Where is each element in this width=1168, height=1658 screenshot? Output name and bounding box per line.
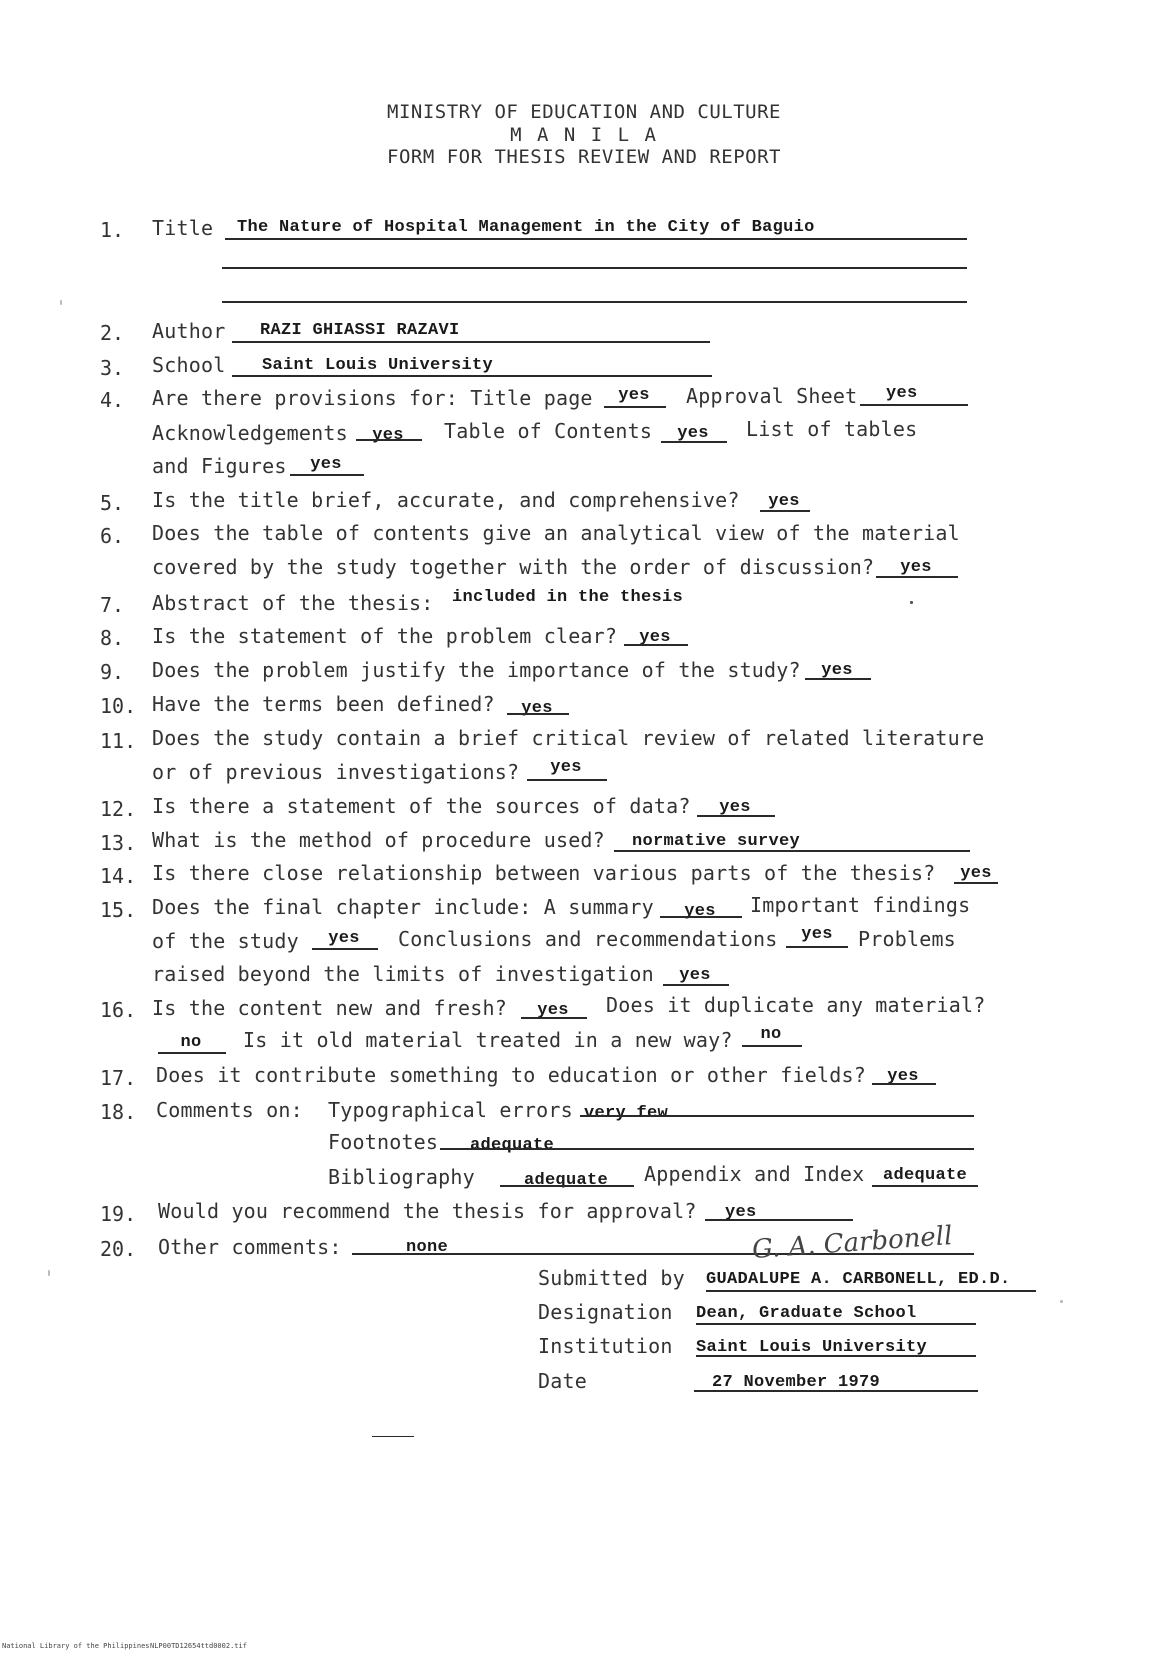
submitted-by-label: Submitted by bbox=[538, 1266, 685, 1290]
answer-line bbox=[624, 644, 688, 646]
author-label: Author bbox=[152, 319, 226, 343]
answer-10: yes bbox=[521, 699, 553, 718]
question-12: Is there a statement of the sources of data? bbox=[152, 794, 691, 818]
answer-15-problems: yes bbox=[679, 966, 711, 985]
answer-19: yes bbox=[725, 1203, 757, 1222]
item-number: 6. bbox=[100, 524, 125, 548]
question-9: Does the problem justify the importance of the study? bbox=[152, 658, 801, 682]
answer-16-duplicate: no bbox=[180, 1033, 202, 1052]
answer-11: yes bbox=[550, 758, 582, 777]
form-title: FORM FOR THESIS REVIEW AND REPORT bbox=[387, 146, 781, 168]
answer-line bbox=[694, 1390, 978, 1392]
answer-line bbox=[660, 916, 742, 918]
answer-6: yes bbox=[900, 558, 932, 577]
answer-line bbox=[876, 576, 958, 578]
answer-line bbox=[521, 1017, 587, 1019]
answer-14: yes bbox=[960, 864, 992, 883]
question-15-raised: raised beyond the limits of investigation bbox=[152, 962, 654, 986]
question-13: What is the method of procedure used? bbox=[152, 828, 605, 852]
answer-line bbox=[290, 474, 364, 476]
question-19: Would you recommend the thesis for approval? bbox=[158, 1199, 697, 1223]
item-number: 19. bbox=[100, 1202, 137, 1226]
item-number: 10. bbox=[100, 694, 137, 718]
conclusions-label: Conclusions and recommendations bbox=[398, 927, 778, 951]
question-11-cont: or of previous investigations? bbox=[152, 760, 520, 784]
answer-line bbox=[786, 946, 848, 948]
title-line bbox=[222, 267, 967, 269]
approval-sheet-label: Approval Sheet bbox=[686, 384, 858, 408]
provisions-label: Are there provisions for: Title page bbox=[152, 386, 593, 410]
designation-label: Designation bbox=[538, 1300, 673, 1324]
answer-line bbox=[706, 1290, 1036, 1292]
author-value: RAZI GHIASSI RAZAVI bbox=[260, 321, 460, 340]
item-number: 9. bbox=[100, 660, 125, 684]
question-8: Is the statement of the problem clear? bbox=[152, 624, 618, 648]
answer-line bbox=[663, 984, 729, 986]
item-number: 14. bbox=[100, 864, 137, 888]
bibliography-label: Bibliography bbox=[328, 1165, 475, 1189]
question-16: Is the content new and fresh? bbox=[152, 996, 507, 1020]
item-number: 1. bbox=[100, 218, 125, 242]
title-page-value: yes bbox=[618, 386, 650, 405]
answer-footnotes: adequate bbox=[470, 1136, 555, 1155]
answer-line bbox=[697, 815, 775, 817]
item-number: 20. bbox=[100, 1237, 137, 1261]
answer-line bbox=[705, 1219, 853, 1221]
author-line bbox=[232, 341, 710, 343]
footer-library: National Library of the Philippines bbox=[2, 1642, 150, 1650]
answer-15-conclusions: yes bbox=[801, 925, 833, 944]
item-number: 7. bbox=[100, 593, 125, 617]
answer-9: yes bbox=[821, 661, 853, 680]
old-material-label: Is it old material treated in a new way? bbox=[243, 1028, 733, 1052]
item-number: 11. bbox=[100, 729, 137, 753]
acknowledgements-value: yes bbox=[372, 426, 404, 445]
ministry-heading: MINISTRY OF EDUCATION AND CULTURE bbox=[387, 101, 781, 123]
answer-line bbox=[356, 439, 422, 441]
answer-15-summary: yes bbox=[684, 902, 716, 921]
answer-line bbox=[440, 1148, 974, 1150]
answer-16-old-material: no bbox=[760, 1025, 782, 1044]
question-17: Does it contribute something to education or other fields? bbox=[156, 1063, 866, 1087]
answer-line bbox=[872, 1185, 978, 1187]
answer-line bbox=[805, 678, 871, 680]
question-15-study: of the study bbox=[152, 929, 299, 953]
figures-label: and Figures bbox=[152, 454, 287, 478]
question-14: Is there close relationship between various parts of the thesis? bbox=[152, 861, 936, 885]
item-number: 16. bbox=[100, 998, 137, 1022]
title-label: Title bbox=[152, 216, 214, 240]
scan-speck bbox=[48, 1270, 50, 1276]
acknowledgements-label: Acknowledgements bbox=[152, 421, 348, 445]
answer-5: yes bbox=[768, 492, 800, 511]
item-number: 4. bbox=[100, 388, 125, 412]
submitted-by-value: GUADALUPE A. CARBONELL, ED.D. bbox=[706, 1270, 1011, 1289]
answer-15-findings: yes bbox=[328, 929, 360, 948]
item-number: 17. bbox=[100, 1066, 137, 1090]
answer-appendix-index: adequate bbox=[882, 1166, 967, 1185]
answer-line bbox=[500, 1185, 634, 1187]
institution-value: Saint Louis University bbox=[696, 1338, 928, 1357]
answer-bibliography: adequate bbox=[523, 1171, 608, 1190]
item-number: 13. bbox=[100, 831, 137, 855]
answer-line bbox=[604, 406, 666, 408]
duplicate-label: Does it duplicate any material? bbox=[606, 993, 986, 1017]
table-of-contents-value: yes bbox=[677, 424, 709, 443]
answer-line bbox=[760, 510, 810, 512]
important-findings-label: Important findings bbox=[750, 893, 971, 917]
school-line bbox=[232, 375, 712, 377]
question-6-cont: covered by the study together with the order of discussion? bbox=[152, 555, 875, 579]
answer-line bbox=[580, 1115, 974, 1117]
answer-line bbox=[527, 779, 607, 781]
answer-line bbox=[614, 850, 970, 852]
question-10: Have the terms been defined? bbox=[152, 692, 495, 716]
scan-speck bbox=[60, 300, 62, 305]
signature: G. A. Carbonell bbox=[751, 1221, 954, 1265]
answer-line bbox=[507, 713, 569, 715]
question-6: Does the table of contents give an analytical view of the material bbox=[152, 521, 960, 545]
title-line bbox=[222, 301, 967, 303]
school-value: Saint Louis University bbox=[262, 356, 494, 375]
question-5: Is the title brief, accurate, and comprehensive? bbox=[152, 488, 740, 512]
school-label: School bbox=[152, 353, 226, 377]
answer-20: none bbox=[406, 1238, 449, 1257]
item-number: 12. bbox=[100, 797, 137, 821]
table-of-contents-label: Table of Contents bbox=[444, 419, 653, 443]
appendix-index-label: Appendix and Index bbox=[644, 1162, 865, 1186]
divider bbox=[372, 1436, 414, 1437]
footer-file: NLP00TD12654ttd0002.tif bbox=[150, 1642, 247, 1650]
item-number: 5. bbox=[100, 491, 125, 515]
date-value: 27 November 1979 bbox=[712, 1373, 881, 1392]
title-value: The Nature of Hospital Management in the City of Baguio bbox=[237, 218, 815, 237]
answer-line bbox=[696, 1355, 976, 1357]
answer-12: yes bbox=[719, 798, 751, 817]
answer-line bbox=[742, 1045, 802, 1047]
list-of-tables-label: List of tables bbox=[746, 417, 918, 441]
title-line bbox=[225, 238, 967, 240]
designation-value: Dean, Graduate School bbox=[696, 1304, 917, 1323]
answer-13: normative survey bbox=[632, 832, 801, 851]
approval-sheet-value: yes bbox=[886, 384, 918, 403]
answer-typographical: very few bbox=[584, 1104, 669, 1123]
item-number: 18. bbox=[100, 1100, 137, 1124]
answer-17: yes bbox=[887, 1067, 919, 1086]
answer-line bbox=[312, 948, 378, 950]
answer-line bbox=[954, 882, 998, 884]
scan-speck bbox=[910, 601, 913, 604]
answer-16-fresh: yes bbox=[537, 1001, 569, 1020]
question-15: Does the final chapter include: A summary bbox=[152, 895, 654, 919]
answer-line bbox=[872, 1083, 936, 1085]
answer-line bbox=[696, 1323, 976, 1325]
typographical-errors-label: Typographical errors bbox=[328, 1098, 573, 1122]
answer-line bbox=[860, 404, 968, 406]
footnotes-label: Footnotes bbox=[328, 1130, 439, 1154]
item-number: 3. bbox=[100, 356, 125, 380]
item-number: 15. bbox=[100, 898, 137, 922]
scan-speck bbox=[1060, 1300, 1063, 1303]
question-20: Other comments: bbox=[158, 1235, 342, 1259]
answer-line bbox=[158, 1052, 226, 1054]
question-7: Abstract of the thesis: bbox=[152, 591, 434, 615]
question-11: Does the study contain a brief critical review of related literature bbox=[152, 726, 985, 750]
answer-8: yes bbox=[639, 628, 671, 647]
date-label: Date bbox=[538, 1369, 587, 1393]
city-heading: M A N I L A bbox=[510, 124, 658, 146]
comments-label: Comments on: bbox=[156, 1098, 303, 1122]
answer-line bbox=[661, 441, 727, 443]
item-number: 2. bbox=[100, 321, 125, 345]
answer-7: included in the thesis bbox=[452, 588, 684, 607]
figures-value: yes bbox=[310, 455, 342, 474]
problems-label: Problems bbox=[858, 927, 956, 951]
institution-label: Institution bbox=[538, 1334, 673, 1358]
item-number: 8. bbox=[100, 626, 125, 650]
